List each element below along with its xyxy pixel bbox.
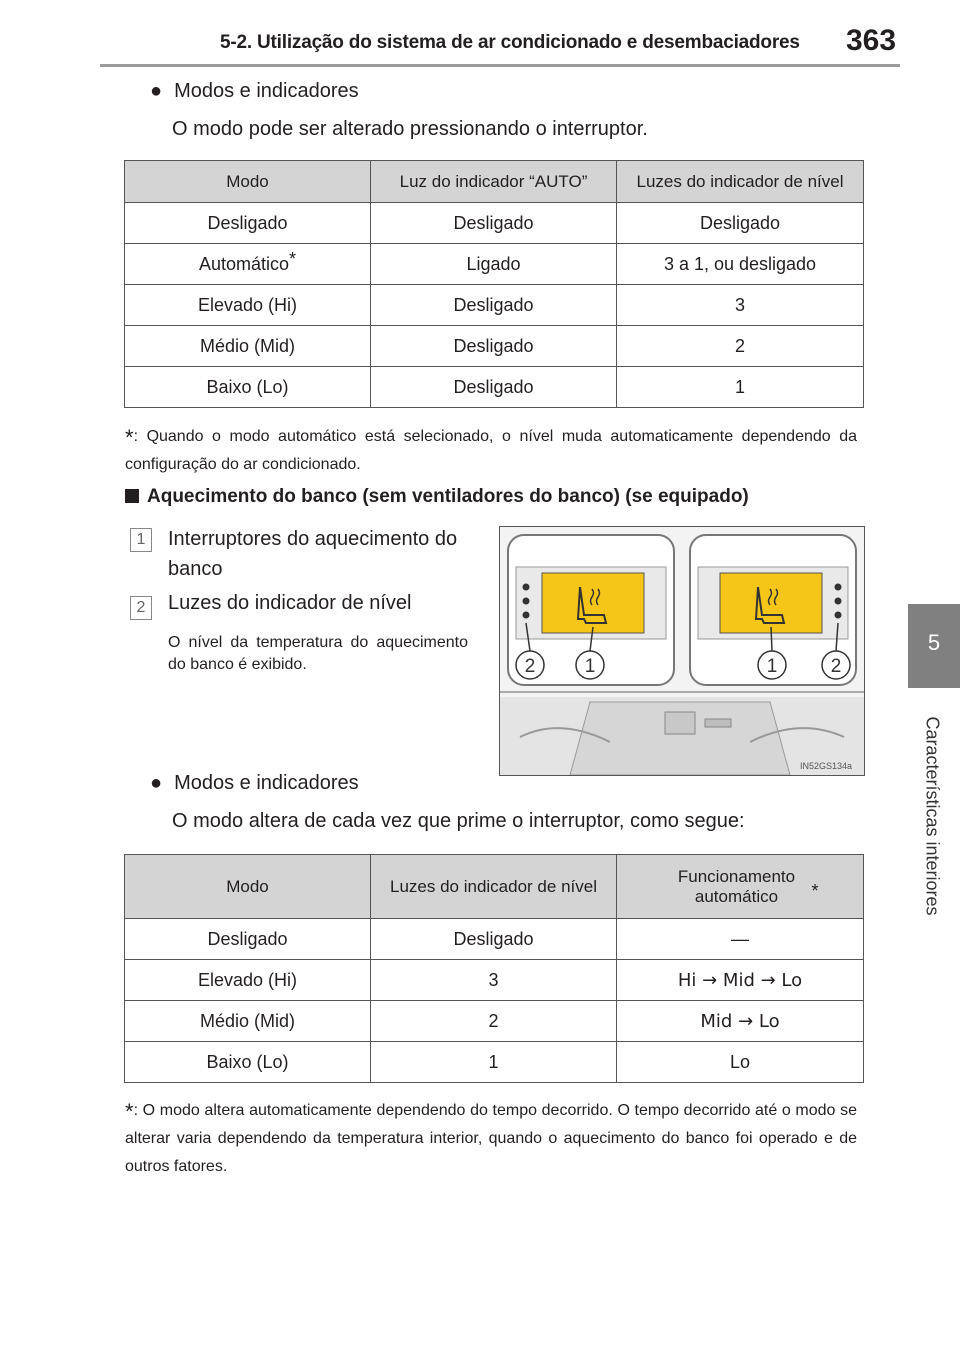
seat-heater-illustration (499, 526, 865, 776)
footnote-marker: * (125, 1099, 134, 1124)
item-text-indicators: Luzes do indicador de nível (168, 592, 412, 614)
table-cell: 1 (371, 1042, 617, 1083)
dashboard-drawing (500, 527, 864, 775)
table-row (125, 367, 864, 408)
table-cell: Desligado (371, 285, 617, 326)
item-desc: O nível da temperatura do aquecimento do banco é exibido. (168, 634, 468, 673)
footnote-marker: * (289, 248, 297, 269)
header-rule (100, 64, 900, 67)
table-header (617, 855, 864, 919)
table-cell: 3 (617, 285, 864, 326)
table-header-text: Funcionamento automático (677, 866, 796, 906)
mode-table-seat-heater (124, 854, 864, 1083)
footnote: *: O modo altera automaticamente dependendo do tempo decorrido. O tempo decorrido até o modo se alterar varia dependendo da temperatura interior, quando o aquecimento do banco foi operado e de outros fatores. (125, 1099, 857, 1175)
table-cell: Médio (Mid) (125, 1001, 371, 1042)
callout-number-1: 1 (130, 528, 152, 552)
table-cell: Hi → Mid → Lo (617, 960, 864, 1001)
callout-label: 2 (830, 656, 842, 677)
footnote-text: Quando o modo automático está selecionado, o nível muda automaticamente dependendo da configuração do ar condicionado. (125, 428, 858, 473)
callout-label: 2 (524, 656, 536, 677)
square-bullet-icon (125, 489, 139, 503)
table-cell: Lo (617, 1042, 864, 1083)
table-cell-text: Automático (198, 253, 290, 274)
bullet-title: Modos e indicadores (174, 772, 359, 794)
table-cell: Elevado (Hi) (125, 960, 371, 1001)
table-row (125, 1042, 864, 1083)
table-header: Modo (125, 161, 371, 203)
table-cell: Médio (Mid) (125, 326, 371, 367)
bullet-dot-icon: ● (150, 772, 163, 794)
table-cell: Mid → Lo (617, 1001, 864, 1042)
bullet-dot-icon: ● (150, 80, 163, 102)
intro-text: O modo altera de cada vez que prime o interruptor, como segue: (172, 810, 745, 832)
table-cell: Desligado (371, 326, 617, 367)
table-row (125, 960, 864, 1001)
table-cell: 2 (371, 1001, 617, 1042)
table-cell: Desligado (371, 203, 617, 244)
section-heading-text: Aquecimento do banco (sem ventiladores do banco) (se equipado) (147, 486, 749, 507)
illustration-code: IN52GS134a (799, 761, 852, 771)
table-header: Luz do indicador “AUTO” (371, 161, 617, 203)
footnote-marker: * (125, 425, 134, 450)
table-cell: Desligado (125, 919, 371, 960)
table-cell: 3 a 1, ou desligado (617, 244, 864, 285)
table-cell: Baixo (Lo) (125, 1042, 371, 1083)
footnote-text: O modo altera automaticamente dependendo do tempo decorrido. O tempo decorrido até o modo se alterar varia dependendo da temperatura interior, quando o aquecimento do banco foi operado e de outros fatores. (125, 1102, 857, 1175)
chapter-tab-label: Características interiores (922, 716, 943, 916)
table-header: Modo (125, 855, 371, 919)
table-cell: 1 (617, 367, 864, 408)
bullet-item (150, 772, 359, 795)
mode-table-climate (124, 160, 864, 408)
table-cell: Desligado (371, 367, 617, 408)
table-cell: Desligado (125, 203, 371, 244)
table-cell: 3 (371, 960, 617, 1001)
section-heading (125, 486, 749, 508)
table-cell: — (617, 919, 864, 960)
bullet-title: Modos e indicadores (174, 80, 359, 102)
table-cell (125, 244, 371, 285)
chapter-tab-number: 5 (927, 630, 941, 655)
table-cell: Desligado (617, 203, 864, 244)
chapter-tab (908, 604, 960, 688)
table-row (125, 203, 864, 244)
table-header: Luzes do indicador de nível (617, 161, 864, 203)
bullet-item (150, 80, 359, 103)
intro-text: O modo pode ser alterado pressionando o interruptor. (172, 118, 648, 140)
callout-label: 1 (766, 656, 778, 677)
table-row (125, 919, 864, 960)
table-header: Luzes do indicador de nível (371, 855, 617, 919)
table-row (125, 285, 864, 326)
table-cell: Elevado (Hi) (125, 285, 371, 326)
table-row (125, 244, 864, 285)
footnote: *: Quando o modo automático está selecionado, o nível muda automaticamente dependendo da configuração do ar condicionado. (125, 425, 858, 473)
page-header (0, 0, 960, 70)
callout-number-2: 2 (130, 596, 152, 620)
chapter-title: 5-2. Utilização do sistema de ar condicionado e desembaciadores (220, 32, 800, 53)
table-cell: 2 (617, 326, 864, 367)
item-text-switches: Interruptores do aquecimento do banco (168, 528, 458, 580)
table-row (125, 326, 864, 367)
footnote-marker: * (811, 880, 819, 901)
table-row (125, 1001, 864, 1042)
page-number: 363 (846, 24, 897, 57)
callout-label: 1 (584, 656, 596, 677)
table-cell: Ligado (371, 244, 617, 285)
table-cell: Desligado (371, 919, 617, 960)
table-cell: Baixo (Lo) (125, 367, 371, 408)
